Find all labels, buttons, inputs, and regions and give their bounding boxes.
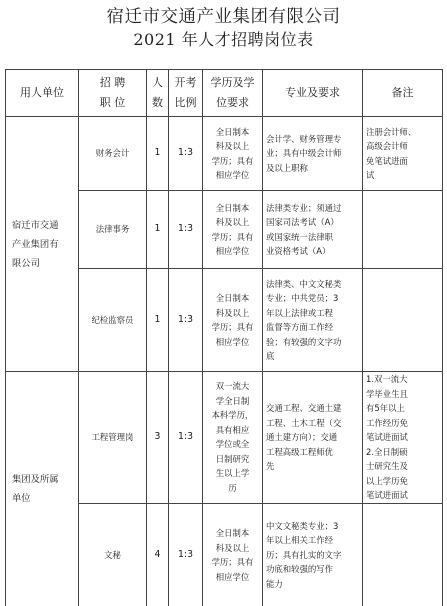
- header-position: 招 聘 职 位: [79, 70, 147, 117]
- header-ratio: 开考 比例: [169, 70, 203, 117]
- ratio-cell: 1:3: [169, 191, 203, 269]
- header-education: 学历及学 位要求: [203, 70, 263, 117]
- header-remarks: 备注: [363, 70, 443, 117]
- ratio-cell: 1:3: [169, 503, 203, 606]
- position-cell: 文秘: [79, 503, 147, 606]
- remarks-cell: 1.双一流大 学毕业生且 有5年以上 工作经历免 笔试进面试 2.全日制硕 士研究生及 以上学历免 笔试进面试: [363, 372, 443, 504]
- ratio-cell: 1:3: [169, 372, 203, 504]
- ratio-cell: 1:3: [169, 117, 203, 191]
- document-title: 宿迁市交通产业集团有限公司: [106, 7, 341, 27]
- header-unit: 用人单位: [6, 70, 79, 117]
- education-cell: 全日制本 科及以上 学历；具有 相应学位: [203, 191, 263, 269]
- recruitment-table: [5, 69, 443, 606]
- unit-cell: 宿迁市交通 产业集团有 限公司: [6, 117, 79, 372]
- ratio-cell: 1:3: [169, 269, 203, 372]
- remarks-cell: 注册会计师、 高级会计师 免笔试进面 试: [363, 117, 443, 191]
- unit-cell: 集团及所属 单位: [6, 372, 79, 606]
- requirements-cell: 中文文秘类专业；3 年以上相关工作经 历；具有扎实的文字 功底和较强的写作 能力: [263, 503, 363, 606]
- education-cell: 双一流大 学全日制 本科学历， 具有相应 学位或全 日制研究 生以上学 历: [203, 372, 263, 504]
- position-cell: 纪检监察员: [79, 269, 147, 372]
- header-requirements: 专业及要求: [263, 70, 363, 117]
- position-cell: 法律事务: [79, 191, 147, 269]
- header-row: [6, 70, 443, 117]
- education-cell: 全日制本 科及以上 学历；具有 相应学位: [203, 503, 263, 606]
- count-cell: 1: [147, 117, 169, 191]
- education-cell: 全日制本 科及以上 学历；具有 相应学位: [203, 269, 263, 372]
- remarks-cell: [363, 269, 443, 372]
- table-row: [6, 372, 443, 504]
- document-subtitle: 2021 年人才招聘岗位表: [133, 30, 314, 49]
- requirements-cell: 法律类、中文文秘类 专业；中共党员；3 年以上法律或工程 监督等方面工作经 验；有较强的文字功 底: [263, 269, 363, 372]
- requirements-cell: 会计学、财务管理专 业；具有中级会计师 及以上职称: [263, 117, 363, 191]
- count-cell: 1: [147, 191, 169, 269]
- remarks-cell: [363, 503, 443, 606]
- remarks-cell: [363, 191, 443, 269]
- position-cell: 工程管理岗: [79, 372, 147, 504]
- education-cell: 全日制本 科及以上 学历；具有 相应学位: [203, 117, 263, 191]
- requirements-cell: 法律类专业；须通过 国家司法考试（A） 或国家统一法律职 业资格考试（A）: [263, 191, 363, 269]
- requirements-cell: 交通工程、交通土建 工程、土木工程（交 通土建方向）；交通 工程高级工程师优 先: [263, 372, 363, 504]
- header-count: 人 数: [147, 70, 169, 117]
- count-cell: 4: [147, 503, 169, 606]
- position-cell: 财务会计: [79, 117, 147, 191]
- count-cell: 3: [147, 372, 169, 504]
- count-cell: 1: [147, 269, 169, 372]
- table-row: [6, 117, 443, 191]
